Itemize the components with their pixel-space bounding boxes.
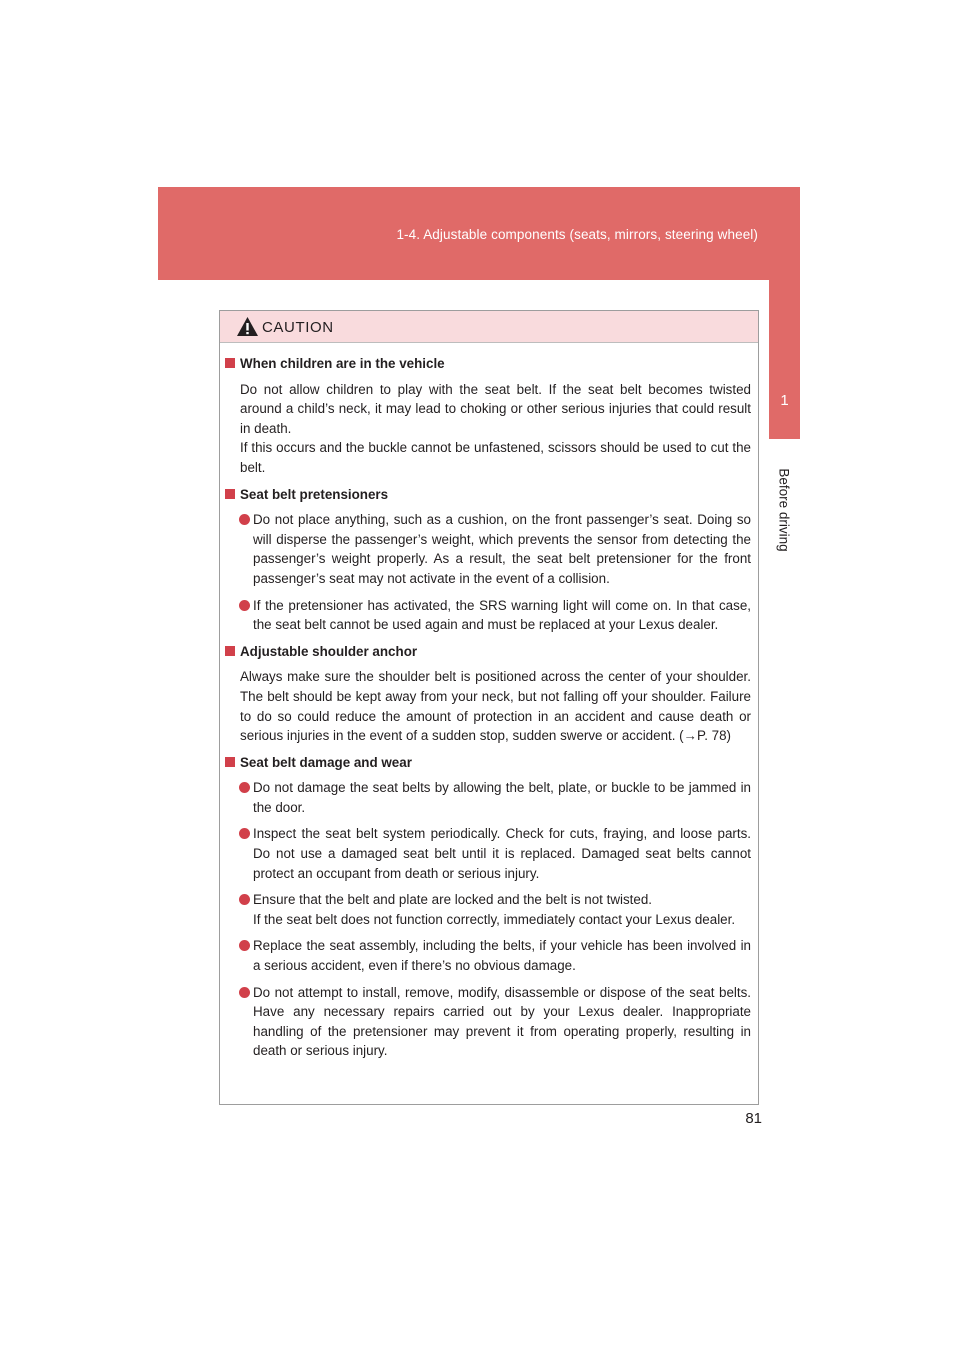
section-heading: Seat belt damage and wear [222,753,758,773]
list-item: Do not place anything, such as a cushion, on the front passenger’s seat. Doing so will disperse the passenger’s weight, which prevents the sensor from detecting the passenger’s weight properly. As a result, the seat belt pretensioner for the front passenger’s seat may not activate in the event of a collision. [253,510,751,588]
list-item: If the pretensioner has activated, the SRS warning light will come on. In that case, the seat belt cannot be used again and must be replaced at your Lexus dealer. [253,596,751,635]
caution-title: CAUTION [262,319,334,336]
list-item: Replace the seat assembly, including the belts, if your vehicle has been involved in a serious accident, even if there’s no obvious damage. [253,936,751,975]
list-item: Do not damage the seat belts by allowing the belt, plate, or buckle to be jammed in the door. [253,778,751,817]
section-heading: Seat belt pretensioners [222,485,758,505]
square-bullet-icon [225,757,235,767]
chapter-label: Before driving [776,468,792,552]
caution-box [219,310,759,1105]
list-item: Inspect the seat belt system periodically. Check for cuts, fraying, and loose parts. Do not use a damaged seat belt until it is replaced. Damaged seat belts cannot protect an occupant from death or serious injury. [253,824,751,883]
circle-bullet-icon [239,987,250,998]
square-bullet-icon [225,358,235,368]
circle-bullet-icon [239,894,250,905]
header-band [158,187,800,280]
chapter-tab[interactable] [769,279,800,439]
section-shoulder-anchor [220,642,758,746]
paragraph: If this occurs and the buckle cannot be unfastened, scissors should be used to cut the belt. [240,440,751,475]
section-damage-wear [220,753,758,1061]
warning-triangle-icon [236,316,259,337]
section-heading: When children are in the vehicle [222,354,758,374]
list-item: Do not attempt to install, remove, modify, disassemble or dispose of the seat belts. Have any necessary repairs carried out by your Lexus dealer. Inappropriate handling of the pretensioner may prevent it from operating properly, resulting in death or serious injury. [253,983,751,1061]
circle-bullet-icon [239,940,250,951]
page-number: 81 [745,1110,762,1127]
circle-bullet-icon [239,514,250,525]
square-bullet-icon [225,489,235,499]
section-pretensioners [220,485,758,635]
circle-bullet-icon [239,828,250,839]
section-children [220,354,758,478]
section-heading: Adjustable shoulder anchor [222,642,758,662]
circle-bullet-icon [239,600,250,611]
circle-bullet-icon [239,782,250,793]
square-bullet-icon [225,646,235,656]
caution-body [220,354,758,1068]
paragraph: Always make sure the shoulder belt is positioned across the center of your shoulder. The belt should be kept away from your neck, but not falling off your shoulder. Failure to do so could reduce the amount of protection in an accident and cause death or serious injuries in the event of a sudden stop, sudden swerve or accident. (→P. 78) [240,669,751,744]
section-title: 1-4. Adjustable components (seats, mirrors, steering wheel) [396,227,758,242]
paragraph: Do not allow children to play with the seat belt. If the seat belt becomes twisted around a child’s neck, it may lead to choking or other serious injuries that could result in death. [240,381,751,436]
list-item: Ensure that the belt and plate are locked and the belt is not twisted. If the seat belt does not function correctly, immediately contact your Lexus dealer. [253,890,751,929]
chapter-number: 1 [780,392,789,409]
caution-header [220,311,758,343]
